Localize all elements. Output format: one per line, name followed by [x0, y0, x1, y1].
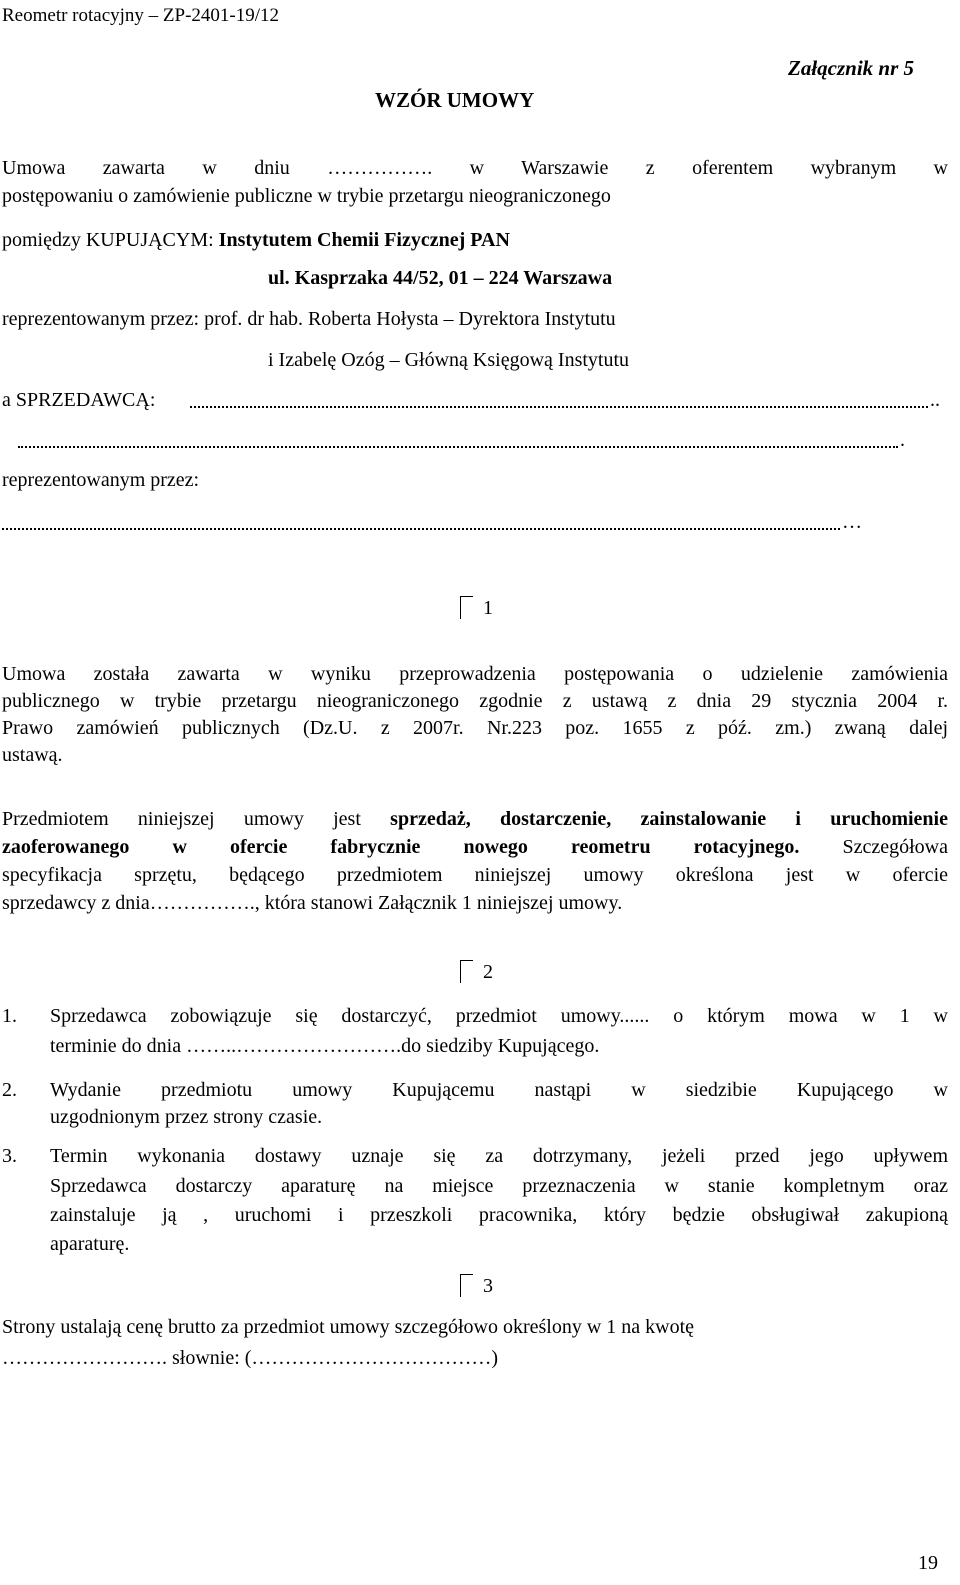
seller-label: a SPRZEDAWCĄ:: [2, 389, 156, 411]
s2-item-3-line-1: Termin wykonania dostawy uznaje się za dotrzymany, jeżeli przed jego upływem: [50, 1145, 948, 1167]
s1-p2-subject: sprzedaż, dostarczenie, zainstalowanie i uruchomienie: [390, 808, 948, 830]
section-2-number: 2: [483, 961, 493, 983]
seller-dots-end-2: .: [900, 429, 905, 451]
s3-line-1: Strony ustalają cenę brutto za przedmiot umowy szczegółowo określony w 1 na kwotę: [2, 1316, 695, 1338]
intro-line-2: postępowaniu o zamówienie publiczne w trybie przetargu nieograniczonego: [2, 185, 611, 207]
s1-p1-line-3: Prawo zamówień publicznych (Dz.U. z 2007r. Nr.223 poz. 1655 z póź. zm.) zwaną dalej: [2, 717, 948, 739]
section-2-heading: [460, 962, 493, 983]
section-1-number: 1: [483, 597, 493, 619]
s2-item-1-number: 1.: [2, 1005, 17, 1027]
s2-item-2-line-1: Wydanie przedmiotu umowy Kupującemu nastąpi w siedzibie Kupującego w: [50, 1079, 948, 1101]
seller-rep-label: reprezentowanym przez:: [2, 469, 200, 491]
intro-line-3: [2, 230, 510, 250]
section-sign-icon: [460, 960, 473, 983]
s2-item-3-line-3: zainstaluje ją , uruchomi i przeszkoli pracownika, który będzie obsługiwał zakupioną: [50, 1204, 948, 1226]
s1-p1-line-4: ustawą.: [2, 744, 63, 766]
section-1-heading: [460, 598, 493, 619]
s1-p2-line-2: [2, 837, 948, 857]
buyer-name: Instytutem Chemii Fizycznej PAN: [218, 229, 510, 251]
page-number: 19: [918, 1552, 938, 1574]
s2-item-2-number: 2.: [2, 1079, 17, 1101]
s2-item-1-line-1: Sprzedawca zobowiązuje się dostarczyć, przedmiot umowy...... o którym mowa w 1 w: [50, 1005, 948, 1027]
s1-p2-tail: Szczegółowa: [799, 836, 948, 858]
intro-line-1: Umowa zawarta w dniu ……………. w Warszawie z oferentem wybranym w: [2, 157, 948, 179]
attachment-label: Załącznik nr 5: [788, 56, 915, 80]
s2-item-1-line-2: terminie do dnia ……..…………………….do siedziby Kupującego.: [50, 1035, 600, 1057]
document-title: WZÓR UMOWY: [375, 88, 535, 112]
s1-p2-line-3: specyfikacja sprzętu, będącego przedmiotem niniejszej umowy określona jest w ofercie: [2, 864, 948, 886]
seller-dots-line: [190, 406, 928, 408]
seller-dots-line-2: [18, 446, 898, 448]
rep-name: Roberta Hołysta – Dyrektora Instytutu: [307, 308, 616, 330]
seller-rep-dots-line: [2, 528, 840, 530]
rep-label: reprezentowanym przez: prof. dr hab.: [2, 308, 308, 330]
s2-item-3-line-4: aparaturę.: [50, 1233, 130, 1255]
s1-p2-line-1: [2, 809, 948, 829]
s1-p2-lead: Przedmiotem niniejszej umowy jest: [2, 808, 391, 830]
buyer-representative: [2, 309, 616, 329]
section-sign-icon: [460, 1274, 473, 1297]
s1-p1-line-2: publicznego w trybie przetargu nieograniczonego zgodnie z ustawą z dnia 29 stycznia 2004 r.: [2, 690, 948, 712]
s2-item-3-line-2: Sprzedawca dostarczy aparaturę na miejsce przeznaczenia w stanie kompletnym oraz: [50, 1175, 948, 1197]
buyer-label: pomiędzy KUPUJĄCYM:: [2, 229, 219, 251]
s1-p2-subject-cont: zaoferowanego w ofercie fabrycznie nowego reometru rotacyjnego.: [2, 836, 800, 858]
s2-item-2-line-2: uzgodnionym przez strony czasie.: [50, 1106, 323, 1128]
section-3-number: 3: [483, 1275, 493, 1297]
seller-dots-end: ..: [930, 389, 940, 411]
running-header: Reometr rotacyjny – ZP-2401-19/12: [2, 5, 280, 26]
buyer-address: ul. Kasprzaka 44/52, 01 – 224 Warszawa: [268, 267, 613, 289]
s2-item-3-number: 3.: [2, 1145, 17, 1167]
seller-rep-dots-end: …: [842, 511, 862, 533]
s1-p1-line-1: Umowa została zawarta w wyniku przeprowadzenia postępowania o udzielenie zamówienia: [2, 663, 948, 685]
s1-p2-line-4: sprzedawcy z dnia……………., która stanowi Załącznik 1 niniejszej umowy.: [2, 892, 623, 914]
section-sign-icon: [460, 596, 473, 619]
s3-line-2: ……………………. słownie: (………………………………): [2, 1347, 499, 1369]
section-3-heading: [460, 1276, 493, 1297]
buyer-representative-2: i Izabelę Ozóg – Główną Księgową Instytutu: [268, 349, 630, 371]
